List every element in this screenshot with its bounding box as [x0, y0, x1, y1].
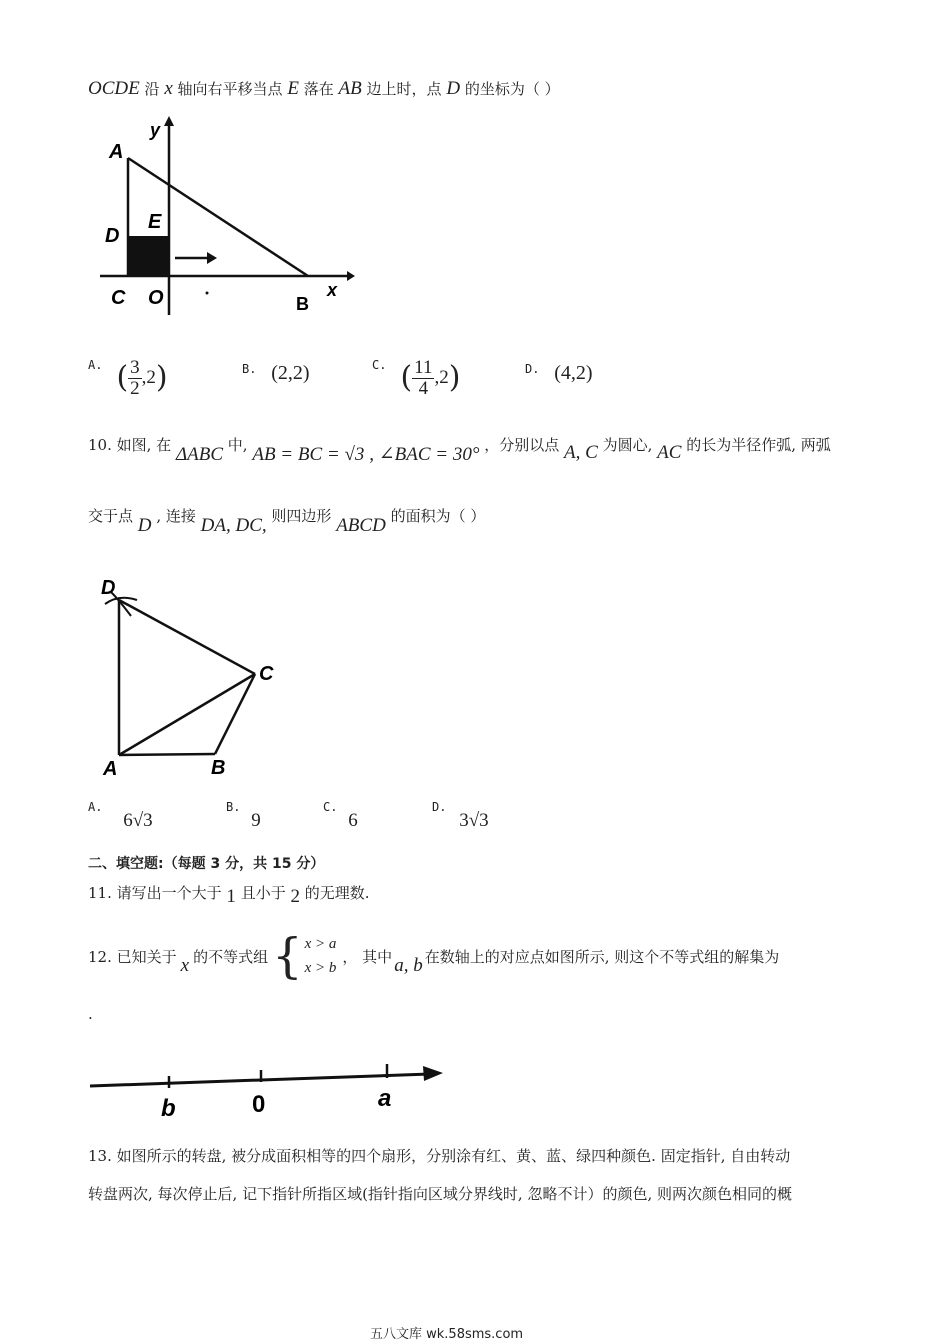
label-zero: 0: [252, 1091, 266, 1118]
right-paren: ): [155, 360, 168, 396]
x-axis-arrow-icon: [347, 271, 355, 281]
label-b: B: [211, 757, 226, 779]
q12-text: 12. 已知关于 x 的不等式组 { x > a x > b ， 其中 a, b 在数轴上的对应点如图所示, 则这个不等式组的解集为: [88, 928, 780, 984]
q9-option-c[interactable]: C. ( $\frac{11}{4}$ ,2 ): [372, 357, 461, 399]
label-d: D: [101, 577, 116, 599]
section-title: 二、填空题:（每题 3 分，共 15 分）: [88, 856, 325, 872]
label-d: D: [105, 225, 120, 247]
footer-watermark: 五八文库 wk.58sms.com: [370, 1327, 524, 1342]
label-y: y: [150, 120, 161, 140]
left-paren: (: [400, 360, 413, 396]
inequality-system: x > a x > b: [304, 936, 337, 976]
right-paren: ): [448, 360, 461, 396]
q12-numberline: [85, 1052, 455, 1122]
brace: [272, 928, 337, 984]
label-c: C: [259, 663, 274, 685]
q9-option-d[interactable]: $^{D.}$ (4,2): [525, 362, 593, 384]
q10-option-d[interactable]: $^{D.}$ 3√3: [432, 800, 489, 831]
left-paren: (: [116, 360, 129, 396]
q10-text-line1: 10. 如图, 在 ΔABC 中, AB = BC = √3 , ∠BAC = 30° ，分别以点 A, C 为圆心, AC 的长为半径作弧, 两弧: [88, 436, 831, 465]
y-axis-arrow-icon: [164, 116, 174, 126]
q13-line1: 13. 如图所示的转盘, 被分成面积相等的四个扇形，分别涂有红、黄、蓝、绿四种颜色. 固定指针, 自由转动: [88, 1147, 791, 1165]
q12-period: .: [88, 1005, 93, 1023]
label-c: C: [111, 287, 126, 309]
shift-arrow-head-icon: [207, 252, 217, 264]
number-line-arrow-icon: [423, 1066, 443, 1081]
fraction: $\frac{3}{2}$: [130, 357, 140, 399]
square-ocde: [128, 236, 169, 276]
segment-ab: [119, 754, 215, 755]
q9-option-a[interactable]: A. ( $\frac{3}{2}$ ,2 ): [88, 357, 168, 399]
q13-line2: 转盘两次, 每次停止后, 记下指针所指区域(指针指向区域分界线时, 忽略不计）的颜色, 则两次颜色相同的概: [88, 1185, 793, 1203]
tick-dot: [206, 292, 209, 295]
fraction: $\frac{11}{4}$: [414, 357, 433, 399]
q11-text: 11. 请写出一个大于 1 且小于 2 的无理数.: [88, 884, 370, 907]
q9-text: OCDE 沿 x 轴向右平移当点 E 落在 AB 边上时，点 D 的坐标为（ ）: [88, 78, 560, 99]
label-b: B: [296, 294, 309, 314]
left-brace: {: [272, 928, 303, 984]
label-x: x: [327, 280, 338, 300]
q10-option-b[interactable]: $^{B.}$ 9: [226, 800, 261, 831]
q10-option-a[interactable]: $^{A.}$ 6√3: [88, 800, 153, 831]
q10-figure: [95, 570, 295, 780]
label-e: E: [148, 211, 162, 233]
label-a: A: [109, 141, 124, 163]
label-b: b: [161, 1095, 176, 1122]
q9-option-b[interactable]: $^{B.}$ (2,2): [242, 362, 310, 384]
q9-figure: [95, 110, 360, 320]
label-a: a: [378, 1085, 392, 1112]
q10-text-line2: 交于点 D , 连接 DA, DC, 则四边形 ABCD 的面积为（ ）: [88, 507, 486, 536]
segment-dc: [119, 600, 255, 674]
label-a: A: [103, 758, 118, 780]
label-o: O: [148, 287, 164, 309]
q10-option-c[interactable]: $^{C.}$ 6: [323, 800, 358, 831]
